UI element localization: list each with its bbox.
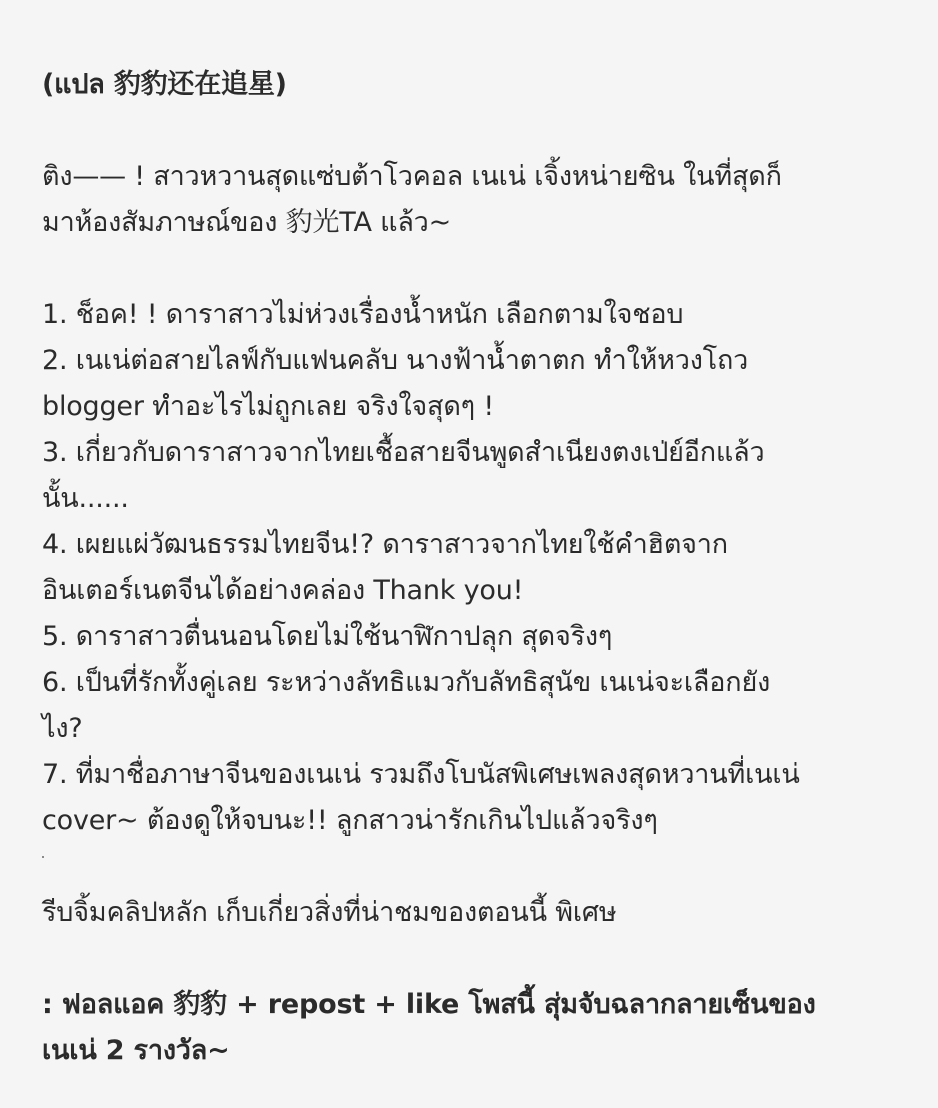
list-line: 5. ดาราสาวตื่นนอนโดยไม่ใช้นาฬิกาปลุก สุดจริงๆ xyxy=(42,621,613,652)
document-body xyxy=(42,62,902,1074)
list-line: 1. ช็อค! ! ดาราสาวไม่ห่วงเรื่องน้ำหนัก เลือกตามใจชอบ xyxy=(42,299,684,330)
list-line: cover~ ต้องดูให้จบนะ!! ลูกสาวน่ารักเกินไปแล้วจริงๆ xyxy=(42,805,658,836)
intro-line: มาห้องสัมภาษณ์ของ 豹光TA แล้ว~ xyxy=(42,207,452,238)
list-line: ไง? xyxy=(42,713,83,744)
list-line: 2. เนเน่ต่อสายไลฟ์กับแฟนคลับ นางฟ้าน้ำตาตก ทำให้หวงโถว xyxy=(42,345,749,376)
stray-dot xyxy=(42,856,44,858)
intro-line: ติง—— ! สาวหวานสุดแซ่บต้าโวคอล เนเน่ เจิ้งหน่ายซิน ในที่สุดก็ xyxy=(42,161,782,192)
spacer xyxy=(42,844,902,890)
spacer xyxy=(42,108,902,154)
list-line: 6. เป็นที่รักทั้งคู่เลย ระหว่างลัทธิแมวกับลัทธิสุนัข เนเน่จะเลือกยัง xyxy=(42,667,771,698)
document-title: (แปล 豹豹还在追星) xyxy=(42,69,287,100)
list-line: 7. ที่มาชื่อภาษาจีนของเนเน่ รวมถึงโบนัสพิเศษเพลงสุดหวานที่เนเน่ xyxy=(42,759,800,790)
list-line: blogger ทำอะไรไม่ถูกเลย จริงใจสุดๆ ! xyxy=(42,391,494,422)
spacer xyxy=(42,246,902,292)
closing-line: รีบจิ้มคลิปหลัก เก็บเกี่ยวสิ่งที่น่าชมของตอนนี้ พิเศษ xyxy=(42,897,617,928)
giveaway-line: : ฟอลแอค 豹豹 + repost + like โพสนี้ สุ่มจับฉลากลายเซ็นของ xyxy=(42,989,816,1020)
list-line: 3. เกี่ยวกับดาราสาวจากไทยเชื้อสายจีนพูดสำเนียงตงเป่ย์อีกแล้ว xyxy=(42,437,765,468)
giveaway-line: เนเน่ 2 รางวัล~ xyxy=(42,1035,230,1066)
list-line: อินเตอร์เนตจีนได้อย่างคล่อง Thank you! xyxy=(42,575,524,606)
list-line: 4. เผยแผ่วัฒนธรรมไทยจีน!? ดาราสาวจากไทยใช้คำฮิตจาก xyxy=(42,529,728,560)
list-line: นั้น...... xyxy=(42,483,129,514)
spacer xyxy=(42,936,902,982)
